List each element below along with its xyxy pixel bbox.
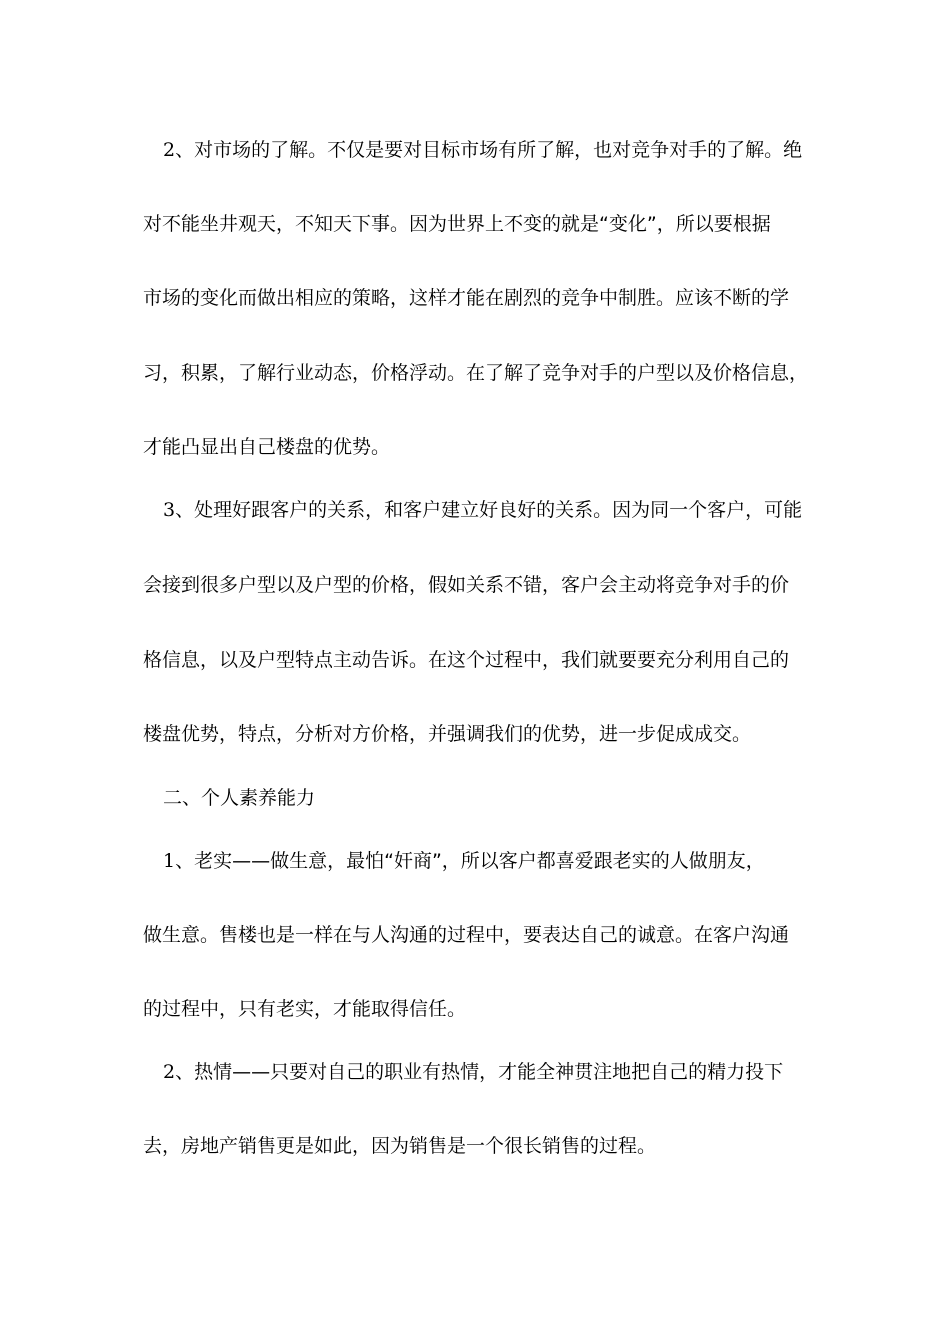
line-text: 做生意。售楼也是一样在与人沟通的过程中，要表达自己的诚意。在客户沟通 [143,924,790,946]
line-text: 去，房地产销售更是如此，因为销售是一个很长销售的过程。 [143,1135,657,1157]
list-number: 2 [163,1061,176,1083]
paragraph-line [143,212,771,236]
line-text: 、热情——只要对自己的职业有热情，才能全神贯注地把自己的精力投下 [175,1061,784,1083]
paragraph-line [163,498,802,522]
line-text: 、处理好跟客户的关系，和客户建立好良好的关系。因为同一个客户，可能 [175,499,803,521]
paragraph-line [163,849,765,873]
paragraph-line [143,997,466,1021]
paragraph-line [163,1060,783,1084]
paragraph-line [143,286,789,310]
paragraph-line [163,138,802,162]
section-heading [163,786,315,810]
paragraph-line [143,361,808,385]
list-number: 2 [163,139,176,161]
heading-text: 二、个人素养能力 [163,787,316,809]
paragraph-line [143,1134,656,1158]
paragraph-line [143,722,751,746]
list-number: 3 [163,499,176,521]
list-number: 1 [163,850,176,872]
line-text: 格信息，以及户型特点主动告诉。在这个过程中，我们就要要充分利用自己的 [143,649,790,671]
paragraph-line [143,573,789,597]
line-text: 的过程中，只有老实，才能取得信任。 [143,998,467,1020]
paragraph-line [143,923,789,947]
line-text: 、老实——做生意，最怕“奸商”，所以客户都喜爱跟老实的人做朋友， [175,850,765,872]
paragraph-line [143,435,390,459]
line-text: 对不能坐井观天，不知天下事。因为世界上不变的就是“变化”，所以要根据 [143,213,771,235]
line-text: 、对市场的了解。不仅是要对目标市场有所了解，也对竞争对手的了解。绝 [175,139,803,161]
line-text: 市场的变化而做出相应的策略，这样才能在剧烈的竞争中制胜。应该不断的学 [143,287,790,309]
paragraph-line [143,648,789,672]
line-text: 习，积累，了解行业动态，价格浮动。在了解了竞争对手的户型以及价格信息， [143,362,809,384]
line-text: 会接到很多户型以及户型的价格，假如关系不错，客户会主动将竞争对手的价 [143,574,790,596]
line-text: 才能凸显出自己楼盘的优势。 [143,436,391,458]
line-text: 楼盘优势，特点，分析对方价格，并强调我们的优势，进一步促成成交。 [143,723,752,745]
